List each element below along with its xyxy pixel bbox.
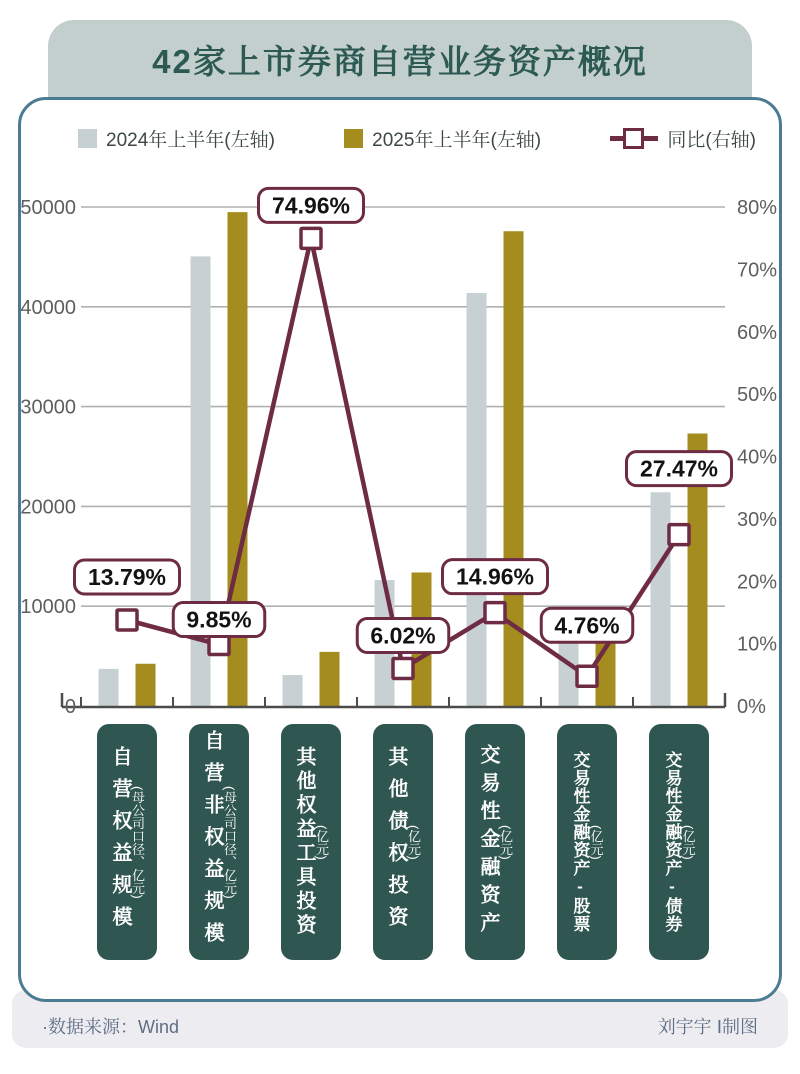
yoy-label: 6.02% [370, 622, 436, 649]
left-axis-tick-label: 0 [64, 696, 76, 718]
right-axis-tick-label: 20% [737, 571, 778, 594]
yoy-label: 4.76% [554, 612, 620, 639]
yoy-label: 13.79% [87, 563, 167, 590]
bar-2025 [136, 664, 156, 706]
category-unit: (母公司口径、亿元) [222, 785, 237, 899]
right-axis-tick-label: 40% [737, 446, 778, 469]
yoy-marker [117, 610, 137, 630]
category-name: 自营权益规模 [109, 746, 131, 938]
category-unit: (亿元) [406, 824, 421, 860]
category-pill [465, 724, 525, 960]
legend-label: 2025年上半年(左轴) [372, 129, 542, 151]
left-axis-tick-label: 10000 [20, 596, 76, 619]
right-axis-tick-label: 0% [737, 696, 766, 718]
yoy-label: 14.96% [455, 563, 535, 590]
legend-label: 同比(右轴) [667, 129, 756, 151]
bar-2025 [320, 652, 340, 706]
category-pill [189, 724, 249, 960]
left-axis-tick-label: 50000 [20, 197, 76, 219]
bar-2024 [99, 669, 119, 706]
footer [12, 1004, 788, 1048]
category-unit: (亿元) [314, 824, 329, 860]
right-axis-tick-label: 30% [737, 508, 778, 531]
legend-label: 2024年上半年(左轴) [106, 129, 275, 151]
category-unit: (母公司口径、亿元) [130, 785, 145, 899]
right-axis-tick-label: 70% [737, 259, 778, 282]
category-unit: (亿元) [588, 824, 604, 860]
category-name: 自营非权益规模 [201, 730, 223, 954]
bar-2025 [504, 231, 524, 706]
page-title: 42家上市券商自营业务资产概况 [152, 42, 648, 80]
right-axis-tick-label: 60% [737, 321, 778, 344]
category-pill [557, 724, 617, 960]
right-axis-tick-label: 10% [737, 633, 778, 656]
category-name: 交易性金融资产-债券 [662, 751, 682, 933]
category-name: 其他债权投资 [385, 746, 407, 938]
category-unit: (亿元) [680, 824, 696, 860]
left-axis-tick-label: 40000 [20, 296, 76, 319]
left-axis-tick-label: 20000 [20, 496, 76, 519]
category-pill [97, 724, 157, 960]
yoy-label: 9.85% [186, 606, 252, 633]
category-pill [281, 724, 341, 960]
data-source-label: ·数据来源：Wind [42, 1017, 180, 1037]
category-pill [373, 724, 433, 960]
yoy-marker [669, 525, 689, 545]
yoy-marker [301, 228, 321, 248]
credit-label: 刘宇宇 Ⅰ制图 [657, 1017, 758, 1037]
right-axis-tick-label: 50% [737, 384, 778, 407]
category-name: 交易性金融资产-股票 [570, 751, 590, 933]
yoy-marker [485, 603, 505, 623]
category-name: 其他权益工具投资 [293, 746, 315, 938]
yoy-label: 74.96% [271, 192, 351, 219]
yoy-label: 27.47% [639, 455, 719, 482]
bar-2024 [283, 675, 303, 706]
left-axis-tick-label: 30000 [20, 396, 76, 419]
category-name: 交易性金融资产 [477, 744, 499, 940]
category-unit: (亿元) [498, 824, 513, 860]
category-pill [649, 724, 709, 960]
bar-2024 [467, 293, 487, 706]
right-axis-tick-label: 80% [737, 197, 778, 219]
yoy-marker [577, 666, 597, 686]
yoy-marker [393, 658, 413, 678]
